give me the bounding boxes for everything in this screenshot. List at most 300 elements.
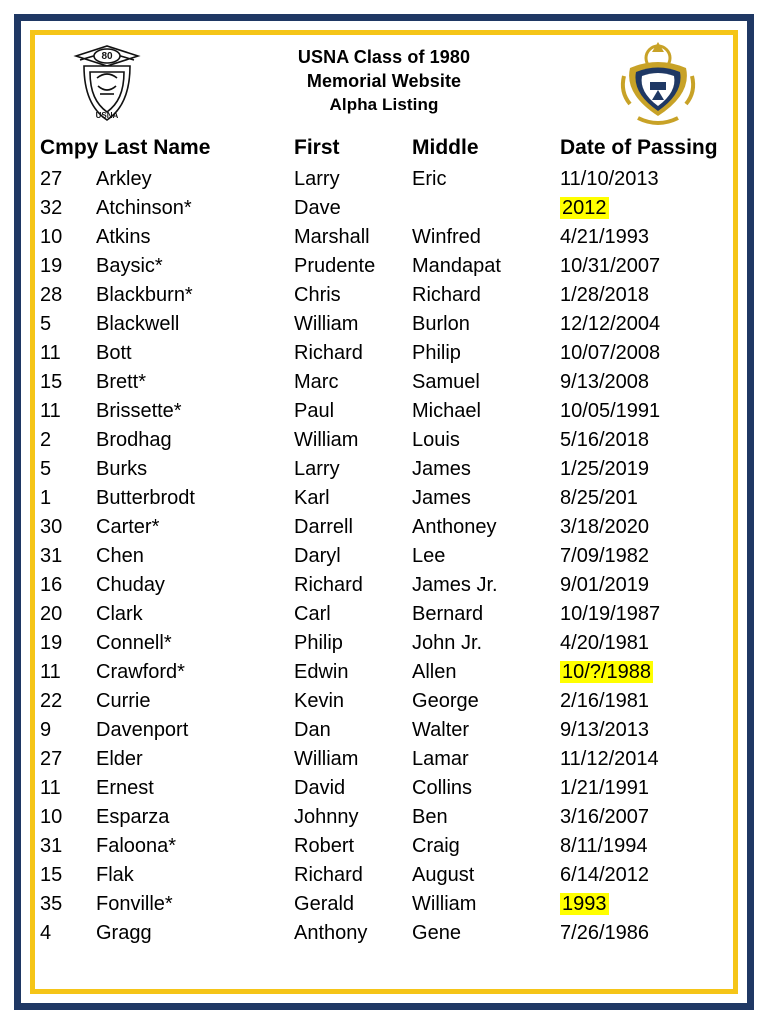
- cell-cmpy-value: 11: [40, 342, 61, 364]
- cell-last-name-value: Brett*: [96, 371, 147, 393]
- table-row: [40, 716, 730, 745]
- cell-cmpy-value: 10: [40, 226, 63, 248]
- cell-last-name-value: Crawford*: [96, 661, 185, 683]
- cell-middle-name-value: John Jr.: [412, 632, 483, 654]
- cell-middle-name-value: Craig: [412, 835, 460, 857]
- cell-date-of-passing-value: 11/10/2013: [560, 168, 659, 190]
- cell-first-name: [294, 542, 412, 571]
- cell-cmpy-value: 1: [40, 487, 52, 509]
- cell-middle-name-value: James: [412, 487, 471, 509]
- cell-middle-name: [412, 716, 560, 745]
- page-content: [40, 38, 728, 988]
- cell-first-name-value: Carl: [294, 603, 331, 625]
- cell-middle-name-value: Allen: [412, 661, 457, 683]
- cell-date-of-passing: [560, 310, 730, 339]
- cell-last-name: [96, 803, 294, 832]
- cell-date-of-passing-value: 1993: [562, 893, 607, 915]
- cell-middle-name: [412, 861, 560, 890]
- cell-date-of-passing-value: 8/25/201: [560, 487, 638, 509]
- cell-date-of-passing: [560, 368, 730, 397]
- cell-middle-name: [412, 455, 560, 484]
- cell-first-name-value: Larry: [294, 168, 340, 190]
- cell-cmpy-value: 11: [40, 777, 61, 799]
- cell-date-of-passing-value: 3/18/2020: [560, 516, 649, 538]
- table-row: [40, 919, 730, 948]
- cell-first-name-value: Chris: [294, 284, 341, 306]
- cell-date-of-passing-value: 11/12/2014: [560, 748, 659, 770]
- cell-middle-name: [412, 368, 560, 397]
- cell-middle-name-value: George: [412, 690, 479, 712]
- cell-date-of-passing: [560, 890, 730, 919]
- cell-middle-name: [412, 571, 560, 600]
- cell-middle-name: [412, 513, 560, 542]
- cell-date-of-passing-value: 9/01/2019: [560, 574, 649, 596]
- table-row: [40, 629, 730, 658]
- cell-cmpy: [40, 745, 96, 774]
- cell-date-of-passing-value: 1/28/2018: [560, 284, 649, 306]
- column-header-cmpy-last-name: Cmpy Last Name: [40, 136, 211, 159]
- cell-middle-name-value: August: [412, 864, 475, 886]
- column-header-middle: Middle: [412, 136, 479, 159]
- table-row: [40, 252, 730, 281]
- cell-cmpy-value: 31: [40, 835, 63, 857]
- cell-date-of-passing: [560, 803, 730, 832]
- cell-cmpy: [40, 426, 96, 455]
- cell-middle-name-value: Ben: [412, 806, 448, 828]
- cell-last-name-value: Blackwell: [96, 313, 180, 335]
- cell-middle-name: [412, 252, 560, 281]
- cell-date-of-passing: [560, 194, 730, 223]
- cell-cmpy: [40, 368, 96, 397]
- cell-cmpy: [40, 658, 96, 687]
- title-line-3: Alpha Listing: [329, 94, 439, 114]
- cell-first-name-value: William: [294, 429, 359, 451]
- cell-cmpy-value: 22: [40, 690, 63, 712]
- cell-date-of-passing: [560, 252, 730, 281]
- table-row: [40, 513, 730, 542]
- cell-first-name-value: Prudente: [294, 255, 376, 277]
- cell-middle-name-value: Walter: [412, 719, 470, 741]
- cell-cmpy: [40, 252, 96, 281]
- cell-cmpy: [40, 513, 96, 542]
- cell-first-name: [294, 600, 412, 629]
- cell-cmpy: [40, 484, 96, 513]
- cell-date-of-passing-value: 5/16/2018: [560, 429, 649, 451]
- cell-last-name: [96, 194, 294, 223]
- cell-middle-name-value: Anthoney: [412, 516, 497, 538]
- cell-cmpy-value: 30: [40, 516, 63, 538]
- cell-date-of-passing-value: 10/31/2007: [560, 255, 661, 277]
- cell-last-name-value: Brodhag: [96, 429, 172, 451]
- cell-first-name-value: Johnny: [294, 806, 359, 828]
- cell-middle-name: [412, 484, 560, 513]
- table-row: [40, 658, 730, 687]
- cell-middle-name-value: Collins: [412, 777, 473, 799]
- cell-middle-name: [412, 629, 560, 658]
- cell-last-name-value: Faloona*: [96, 835, 177, 857]
- alpha-listing-table: [40, 136, 730, 948]
- cell-middle-name: [412, 542, 560, 571]
- cell-cmpy: [40, 803, 96, 832]
- table-row: [40, 165, 730, 194]
- cell-first-name-value: Kevin: [294, 690, 345, 712]
- cell-first-name: [294, 687, 412, 716]
- cell-date-of-passing: [560, 629, 730, 658]
- cell-middle-name: [412, 890, 560, 919]
- cell-first-name: [294, 890, 412, 919]
- cell-middle-name-value: Bernard: [412, 603, 484, 625]
- cell-middle-name: [412, 687, 560, 716]
- cell-cmpy: [40, 542, 96, 571]
- cell-middle-name-value: James: [412, 458, 471, 480]
- cell-last-name: [96, 252, 294, 281]
- cell-middle-name: [412, 165, 560, 194]
- cell-date-of-passing: [560, 281, 730, 310]
- cell-first-name: [294, 252, 412, 281]
- cell-last-name: [96, 397, 294, 426]
- table-row: [40, 832, 730, 861]
- cell-cmpy: [40, 165, 96, 194]
- cell-date-of-passing: [560, 397, 730, 426]
- cell-cmpy: [40, 194, 96, 223]
- cell-date-of-passing: [560, 223, 730, 252]
- cell-last-name: [96, 832, 294, 861]
- cell-last-name: [96, 339, 294, 368]
- cell-first-name-value: William: [294, 748, 359, 770]
- cell-middle-name: [412, 281, 560, 310]
- cell-first-name: [294, 919, 412, 948]
- cell-last-name: [96, 223, 294, 252]
- cell-last-name: [96, 658, 294, 687]
- cell-first-name: [294, 165, 412, 194]
- svg-text:USNA: USNA: [95, 111, 119, 120]
- cell-cmpy-value: 32: [40, 197, 63, 219]
- cell-middle-name: [412, 310, 560, 339]
- cell-cmpy-value: 20: [40, 603, 63, 625]
- table-row: [40, 310, 730, 339]
- cell-cmpy: [40, 571, 96, 600]
- cell-first-name: [294, 774, 412, 803]
- cell-last-name-value: Atchinson*: [96, 197, 192, 219]
- cell-first-name: [294, 281, 412, 310]
- cell-cmpy-value: 2: [40, 429, 52, 451]
- cell-middle-name-value: Louis: [412, 429, 460, 451]
- table-row: [40, 339, 730, 368]
- cell-cmpy-value: 19: [40, 255, 63, 277]
- cell-last-name: [96, 687, 294, 716]
- cell-first-name: [294, 571, 412, 600]
- cell-cmpy-value: 11: [40, 400, 61, 422]
- cell-middle-name-value: William: [412, 893, 477, 915]
- cell-cmpy: [40, 629, 96, 658]
- cell-first-name-value: David: [294, 777, 346, 799]
- cell-cmpy: [40, 861, 96, 890]
- table-body: [40, 165, 730, 948]
- cell-cmpy-value: 15: [40, 864, 63, 886]
- table-row: [40, 803, 730, 832]
- cell-cmpy: [40, 223, 96, 252]
- cell-cmpy-value: 28: [40, 284, 63, 306]
- cell-cmpy-value: 19: [40, 632, 63, 654]
- cell-middle-name-value: Philip: [412, 342, 461, 364]
- usna-academy-crest-icon: [616, 38, 700, 130]
- cell-last-name-value: Currie: [96, 690, 151, 712]
- cell-cmpy-value: 15: [40, 371, 63, 393]
- table-row: [40, 745, 730, 774]
- cell-last-name: [96, 774, 294, 803]
- cell-last-name: [96, 890, 294, 919]
- title-line-1: USNA Class of 1980: [297, 47, 471, 67]
- table-row: [40, 571, 730, 600]
- cell-date-of-passing-value: 9/13/2008: [560, 371, 649, 393]
- cell-first-name: [294, 745, 412, 774]
- cell-cmpy: [40, 397, 96, 426]
- cell-last-name: [96, 165, 294, 194]
- cell-middle-name: [412, 194, 560, 223]
- table-header-row: [40, 136, 730, 165]
- cell-first-name-value: Dan: [294, 719, 331, 741]
- cell-middle-name-value: Mandapat: [412, 255, 501, 277]
- cell-date-of-passing: [560, 716, 730, 745]
- cell-first-name: [294, 368, 412, 397]
- cell-last-name: [96, 455, 294, 484]
- cell-date-of-passing-value: 4/21/1993: [560, 226, 649, 248]
- table-row: [40, 890, 730, 919]
- cell-last-name: [96, 629, 294, 658]
- cell-last-name-value: Davenport: [96, 719, 189, 741]
- cell-middle-name-value: Samuel: [412, 371, 480, 393]
- cell-cmpy-value: 16: [40, 574, 63, 596]
- cell-last-name-value: Blackburn*: [96, 284, 193, 306]
- cell-cmpy: [40, 339, 96, 368]
- cell-date-of-passing: [560, 687, 730, 716]
- cell-date-of-passing: [560, 774, 730, 803]
- cell-first-name-value: William: [294, 313, 359, 335]
- cell-middle-name: [412, 658, 560, 687]
- cell-first-name-value: Dave: [294, 197, 341, 219]
- cell-last-name: [96, 484, 294, 513]
- cell-first-name: [294, 716, 412, 745]
- cell-first-name-value: Richard: [294, 342, 363, 364]
- cell-first-name: [294, 426, 412, 455]
- cell-first-name-value: Robert: [294, 835, 355, 857]
- cell-cmpy: [40, 600, 96, 629]
- cell-cmpy-value: 35: [40, 893, 63, 915]
- cell-cmpy-value: 27: [40, 168, 63, 190]
- cell-date-of-passing: [560, 542, 730, 571]
- cell-first-name-value: Paul: [294, 400, 335, 422]
- table-row: [40, 223, 730, 252]
- column-header-first: First: [294, 136, 340, 159]
- cell-date-of-passing: [560, 484, 730, 513]
- cell-date-of-passing-value: 1/25/2019: [560, 458, 649, 480]
- cell-last-name: [96, 571, 294, 600]
- cell-date-of-passing-value: 2/16/1981: [560, 690, 649, 712]
- cell-last-name: [96, 861, 294, 890]
- cell-middle-name: [412, 832, 560, 861]
- cell-middle-name: [412, 803, 560, 832]
- cell-date-of-passing-value: 1/21/1991: [560, 777, 649, 799]
- cell-date-of-passing-value: 7/09/1982: [560, 545, 649, 567]
- cell-last-name-value: Clark: [96, 603, 143, 625]
- cell-middle-name: [412, 223, 560, 252]
- cell-first-name-value: Gerald: [294, 893, 355, 915]
- cell-date-of-passing: [560, 658, 730, 687]
- cell-date-of-passing: [560, 513, 730, 542]
- cell-date-of-passing-value: 10/19/1987: [560, 603, 661, 625]
- cell-first-name: [294, 223, 412, 252]
- cell-last-name-value: Arkley: [96, 168, 152, 190]
- cell-first-name: [294, 658, 412, 687]
- cell-date-of-passing-value: 10/05/1991: [560, 400, 661, 422]
- cell-cmpy-value: 5: [40, 458, 52, 480]
- cell-first-name-value: Marshall: [294, 226, 370, 248]
- cell-last-name-value: Elder: [96, 748, 143, 770]
- cell-date-of-passing: [560, 919, 730, 948]
- cell-last-name: [96, 513, 294, 542]
- page-header: [40, 38, 728, 134]
- cell-middle-name-value: Lee: [412, 545, 446, 567]
- cell-last-name-value: Baysic*: [96, 255, 163, 277]
- cell-first-name: [294, 339, 412, 368]
- cell-cmpy-value: 5: [40, 313, 52, 335]
- cell-middle-name: [412, 919, 560, 948]
- cell-middle-name-value: Eric: [412, 168, 447, 190]
- cell-last-name-value: Carter*: [96, 516, 160, 538]
- table-row: [40, 368, 730, 397]
- cell-middle-name-value: James Jr.: [412, 574, 498, 596]
- table-row: [40, 542, 730, 571]
- cell-first-name-value: Richard: [294, 864, 363, 886]
- cell-last-name-value: Gragg: [96, 922, 152, 944]
- cell-last-name-value: Butterbrodt: [96, 487, 195, 509]
- cell-last-name-value: Atkins: [96, 226, 151, 248]
- cell-last-name-value: Burks: [96, 458, 148, 480]
- cell-first-name: [294, 397, 412, 426]
- cell-first-name-value: Daryl: [294, 545, 341, 567]
- cell-middle-name-value: Richard: [412, 284, 481, 306]
- cell-middle-name-value: Winfred: [412, 226, 481, 248]
- cell-cmpy-value: 4: [40, 922, 52, 944]
- cell-first-name: [294, 803, 412, 832]
- cell-date-of-passing: [560, 165, 730, 194]
- cell-last-name-value: Esparza: [96, 806, 170, 828]
- cell-date-of-passing-value: 2012: [562, 197, 607, 219]
- cell-cmpy: [40, 919, 96, 948]
- cell-last-name-value: Chen: [96, 545, 144, 567]
- cell-first-name-value: Edwin: [294, 661, 349, 683]
- cell-cmpy-value: 11: [40, 661, 61, 683]
- cell-first-name-value: Darrell: [294, 516, 353, 538]
- cell-date-of-passing-value: 10/?/1988: [562, 661, 651, 683]
- cell-middle-name-value: Gene: [412, 922, 461, 944]
- cell-first-name: [294, 629, 412, 658]
- cell-first-name: [294, 513, 412, 542]
- cell-cmpy-value: 31: [40, 545, 63, 567]
- cell-cmpy: [40, 310, 96, 339]
- cell-last-name: [96, 716, 294, 745]
- cell-cmpy: [40, 832, 96, 861]
- column-header-date-of-passing: Date of Passing: [560, 136, 718, 159]
- table-row: [40, 774, 730, 803]
- cell-first-name: [294, 861, 412, 890]
- cell-cmpy-value: 10: [40, 806, 63, 828]
- cell-middle-name-value: Burlon: [412, 313, 470, 335]
- table-row: [40, 600, 730, 629]
- cell-cmpy-value: 27: [40, 748, 63, 770]
- cell-first-name-value: Larry: [294, 458, 340, 480]
- cell-date-of-passing: [560, 745, 730, 774]
- cell-cmpy: [40, 687, 96, 716]
- cell-last-name: [96, 368, 294, 397]
- cell-first-name-value: Marc: [294, 371, 339, 393]
- cell-last-name: [96, 281, 294, 310]
- cell-cmpy: [40, 890, 96, 919]
- table-row: [40, 397, 730, 426]
- cell-first-name-value: Karl: [294, 487, 330, 509]
- cell-date-of-passing-value: 8/11/1994: [560, 835, 648, 857]
- cell-last-name: [96, 310, 294, 339]
- cell-date-of-passing: [560, 600, 730, 629]
- cell-last-name-value: Connell*: [96, 632, 172, 654]
- cell-last-name: [96, 600, 294, 629]
- cell-date-of-passing-value: 4/20/1981: [560, 632, 649, 654]
- cell-last-name-value: Fonville*: [96, 893, 173, 915]
- cell-date-of-passing: [560, 339, 730, 368]
- cell-date-of-passing-value: 10/07/2008: [560, 342, 661, 364]
- usna-class-of-1980-crest-icon: [70, 40, 144, 126]
- cell-middle-name: [412, 745, 560, 774]
- cell-last-name: [96, 542, 294, 571]
- table-row: [40, 281, 730, 310]
- cell-cmpy: [40, 455, 96, 484]
- cell-date-of-passing-value: 6/14/2012: [560, 864, 649, 886]
- table-row: [40, 194, 730, 223]
- cell-date-of-passing-value: 12/12/2004: [560, 313, 661, 335]
- cell-last-name-value: Bott: [96, 342, 132, 364]
- cell-middle-name: [412, 600, 560, 629]
- cell-cmpy: [40, 281, 96, 310]
- cell-date-of-passing: [560, 571, 730, 600]
- table-row: [40, 455, 730, 484]
- cell-first-name-value: Anthony: [294, 922, 368, 944]
- cell-last-name-value: Chuday: [96, 574, 165, 596]
- cell-last-name: [96, 919, 294, 948]
- cell-date-of-passing: [560, 455, 730, 484]
- table-row: [40, 861, 730, 890]
- cell-first-name: [294, 455, 412, 484]
- table-row: [40, 687, 730, 716]
- cell-last-name-value: Ernest: [96, 777, 154, 799]
- cell-middle-name-value: Michael: [412, 400, 481, 422]
- cell-last-name: [96, 426, 294, 455]
- cell-first-name: [294, 310, 412, 339]
- cell-date-of-passing-value: 3/16/2007: [560, 806, 649, 828]
- cell-first-name: [294, 484, 412, 513]
- table-row: [40, 484, 730, 513]
- cell-last-name-value: Flak: [96, 864, 134, 886]
- cell-first-name-value: Richard: [294, 574, 363, 596]
- cell-date-of-passing: [560, 861, 730, 890]
- cell-middle-name-value: Lamar: [412, 748, 469, 770]
- table-row: [40, 426, 730, 455]
- cell-cmpy: [40, 774, 96, 803]
- cell-middle-name: [412, 339, 560, 368]
- cell-cmpy-value: 9: [40, 719, 52, 741]
- title-line-2: Memorial Website: [306, 70, 462, 91]
- cell-last-name: [96, 745, 294, 774]
- cell-cmpy: [40, 716, 96, 745]
